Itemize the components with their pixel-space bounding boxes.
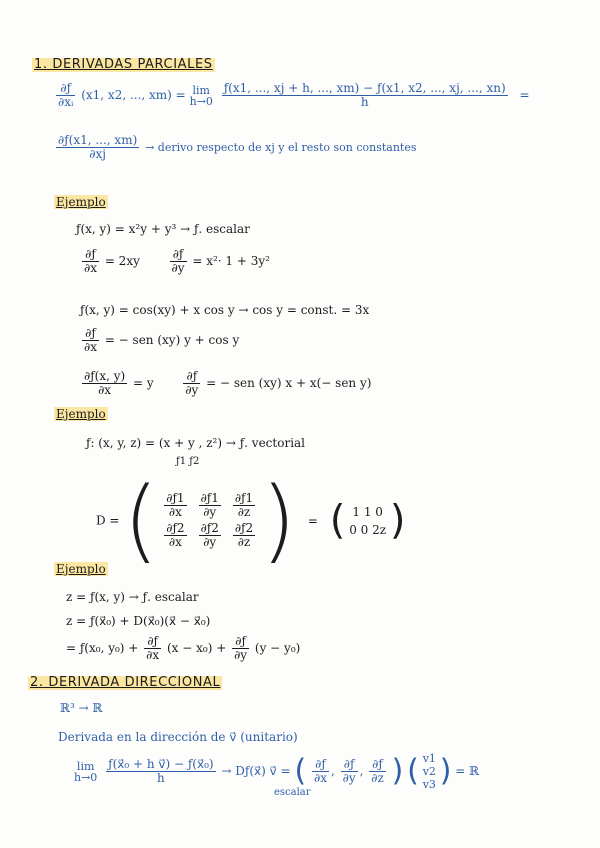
- example-1-derivative-x: $\frac{\partial ƒ}{\partial x}$ = − sen (xy) y + cos y: [84, 326, 240, 354]
- example-3-line-2: z = ƒ(x⃗₀) + D(x⃗₀)(x⃗ − x⃗₀): [66, 614, 211, 628]
- example-3-line-3: = ƒ(x₀, y₀) + $\frac{\partial ƒ}{\partial x}$ (x − x₀) + $\frac{\partial ƒ}{\partial y}$ (y − y₀): [66, 634, 301, 662]
- example-1-function: ƒ(x, y) = x²y + y³ → ƒ. escalar: [76, 222, 250, 236]
- example-1-derivatives-2: $\frac{\partial ƒ(x, y)}{\partial x}$ = y $\frac{\partial ƒ}{\partial y}$ = − sen (xy) x + x(− sen y): [84, 369, 372, 397]
- jacobian-example: D = ( $\frac{\partial ƒ1}{\partial x}$ $\frac{\partial ƒ1}{\partial y}$ $\frac{\partial ƒ1}{\partial z}$ $\frac{\partial ƒ2}{\partial x}$ $\frac{\partial ƒ2}{\partial y}$ $\frac{\partial ƒ2}{\partial z}$ ) = ( 1 1 0 0 0 2z ): [96, 468, 406, 573]
- jacobian-result: 1 1 0 0 0 2z: [349, 504, 387, 537]
- section-title-directional-derivative: 2. DERIVADA DIRECCIONAL: [30, 675, 221, 690]
- example-1-function-2: ƒ(x, y) = cos(xy) + x cos y → cos y = const. = 3x: [80, 303, 370, 317]
- fraction: $\frac{\partial ƒ}{\partial x}$: [84, 326, 97, 354]
- example-label: Ejemplo: [56, 562, 106, 576]
- direction-vector: v1 v2 v3: [422, 752, 436, 791]
- directional-derivative-text: Derivada en la dirección de v⃗ (unitario): [58, 730, 298, 744]
- section-title-partial-derivatives: 1. DERIVADAS PARCIALES: [34, 57, 213, 72]
- domain-map: ℝ³ → ℝ: [60, 701, 103, 715]
- fraction: $\frac{\partial ƒ}{\partial y}$: [171, 247, 185, 275]
- fraction: $\frac{\partial ƒ(x1, ..., xm)}{\partial xj}$: [58, 133, 138, 161]
- partial-derivative-note: $\frac{\partial ƒ(x1, ..., xm)}{\partial xj}$ → derivo respecto de xj y el resto son constantes: [58, 133, 417, 161]
- example-label: Ejemplo: [56, 195, 106, 209]
- example-1-derivatives: $\frac{\partial ƒ}{\partial x}$ = 2xy $\frac{\partial ƒ}{\partial y}$ = x²· 1 + 3y²: [84, 247, 270, 275]
- fraction: $\frac{\partial ƒ}{\partial x}$: [84, 247, 97, 275]
- partial-derivative-definition: $\frac{\partial ƒ}{\text{∂xᵢ}}$ (x1, x2, ..., xm) = lim h→0 $\frac{ƒ(x1, ..., xj + h, ..., xm) - ƒ(x1, x2, ..., xj, ..., xn)}{h}$ =: [58, 81, 530, 109]
- directional-derivative-formula: lim h→0 $\frac{\text{ƒ(x⃗₀ + h v⃗) − ƒ(x⃗₀)}}{h}$ → Dƒ(x⃗) v⃗ = ( $\frac{\partial ƒ}{\partial x}$ , $\frac{\partial ƒ}{\partial y}$ , $\frac{\partial ƒ}{\partial z}$ ) ( v1 v2 v3 ) = ℝ: [74, 752, 480, 791]
- fraction: $\frac{ƒ(x1, ..., xj + h, ..., xm) - ƒ(x1, x2, ..., xj, ..., xn)}{h}$: [223, 81, 506, 109]
- jacobian-matrix: $\frac{\partial ƒ1}{\partial x}$ $\frac{\partial ƒ1}{\partial y}$ $\frac{\partial ƒ1}{\partial z}$ $\frac{\partial ƒ2}{\partial x}$ $\frac{\partial ƒ2}{\partial y}$ $\frac{\partial ƒ2}{\partial z}$: [166, 491, 254, 549]
- escalar-note: escalar: [274, 787, 311, 798]
- example-2-components: ƒ1 ƒ2: [176, 456, 200, 467]
- fraction: $\frac{\partial ƒ(x, y)}{\partial x}$: [84, 369, 126, 397]
- example-2-function: ƒ: (x, y, z) = (x + y , z²) → ƒ. vectorial: [86, 436, 306, 450]
- example-3-line-1: z = ƒ(x, y) → ƒ. escalar: [66, 590, 199, 604]
- fraction: $\frac{\partial ƒ}{\partial y}$: [185, 369, 199, 397]
- fraction: $\frac{\partial ƒ}{\text{∂xᵢ}}$: [58, 81, 74, 109]
- example-label: Ejemplo: [56, 407, 106, 421]
- limit: lim h→0: [189, 83, 213, 108]
